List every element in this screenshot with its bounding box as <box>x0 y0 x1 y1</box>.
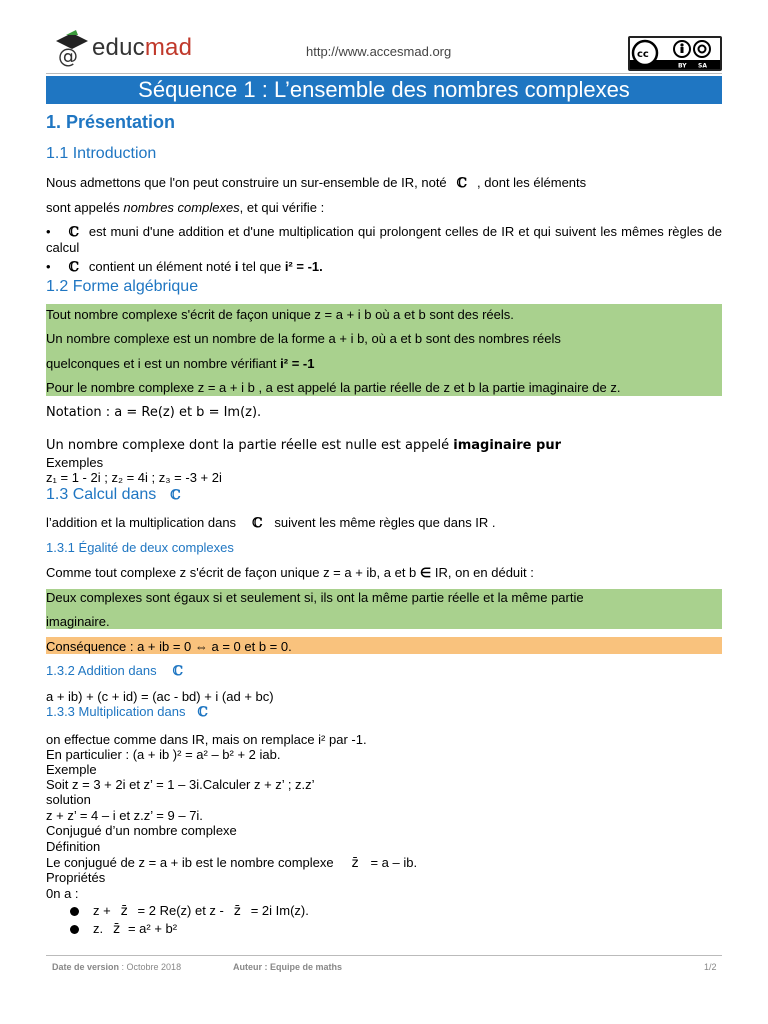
cc-license-icon <box>630 38 720 69</box>
site-url-link[interactable]: http://www.accesmad.org <box>306 44 452 59</box>
examples-line: z₁ = 1 - 2i ; z₂ = 4i ; z₃ = -3 + 2i <box>46 470 222 485</box>
educmad-logo-icon <box>52 27 92 67</box>
consequence-line: Conséquence : a + ib = 0 ⇔ a = 0 et b = 0. <box>46 639 292 654</box>
footer-page-number: 1/2 <box>704 962 717 972</box>
heading-multiplication: 1.3.3 Multiplication dans ℂ <box>46 704 208 720</box>
imaginary-pure-line: Un nombre complexe dont la partie réelle est nulle est appelé imaginaire pur <box>46 438 561 453</box>
svg-text:cc: cc <box>637 49 649 60</box>
on-a-label: 0n a : <box>46 886 79 901</box>
mult-line-6: z + z’ = 4 – i et z.z’ = 9 – 7i. <box>46 808 203 823</box>
addition-formula: a + ib) + (c + id) = (ac - bd) + i (ad + bc) <box>46 689 274 704</box>
mult-line-1: on effectue comme dans IR, mais on remplace i² par -1. <box>46 732 367 747</box>
property-2: z. z̄ = a² + b² <box>70 921 177 937</box>
section-heading-presentation: 1. Présentation <box>46 112 176 132</box>
definition-line-4: Pour le nombre complexe z = a + i b , a est appelé la partie réelle de z et b la partie imaginaire de z. <box>46 380 621 395</box>
conjugate-definition: Le conjugué de z = a + ib est le nombre complexe z̄ = a – ib. <box>46 855 418 871</box>
egalite-line-1: Deux complexes sont égaux si et seulement si, ils ont la même partie réelle et la même partie <box>46 590 584 605</box>
definition-label: Définition <box>46 839 101 854</box>
notation-line: Notation : a = Re(z) et b = Im(z). <box>46 405 262 420</box>
cc-by-sa-icon <box>628 36 722 71</box>
intro-bullet-1: • ℂ est muni d'une addition et d'une multiplication qui prolongent celles de IR et qui suivent les mêmes règles de calcul <box>46 224 722 255</box>
mult-line-4: Soit z = 3 + 2i et z’ = 1 – 3i.Calculer z + z’ ; z.z’ <box>46 777 315 792</box>
heading-egalite: 1.3.1 Égalité de deux complexes <box>46 540 234 555</box>
svg-text:@: @ <box>58 44 78 67</box>
heading-forme-algebrique: 1.2 Forme algébrique <box>46 278 199 295</box>
definition-line-2: Un nombre complexe est un nombre de la forme a + i b, où a et b sont des nombres réels <box>46 331 561 346</box>
footer-author: Auteur : Equipe de maths <box>233 962 343 972</box>
mult-line-5: solution <box>46 792 91 807</box>
calcul-paragraph: l’addition et la multiplication dans ℂ suivent les même règles que dans IR . <box>46 515 496 531</box>
definition-line-1: Tout nombre complexe s'écrit de façon unique z = a + i b où a et b sont des réels. <box>46 307 514 322</box>
heading-addition: 1.3.2 Addition dans ℂ <box>46 663 183 679</box>
mult-line-2: En particulier : (a + ib )² = a² – b² + 2 iab. <box>46 747 281 762</box>
definition-line-3: quelconques et i est un nombre vérifiant i² = -1 <box>46 356 315 371</box>
egalite-line-2: imaginaire. <box>46 614 110 629</box>
intro-bullet-2: • ℂ contient un élément noté i tel que i² = -1. <box>46 259 323 275</box>
header-rule <box>46 73 722 74</box>
intro-paragraph-1: Nous admettons que l'on peut construire un sur-ensemble de IR, noté ℂ , dont les éléments <box>46 175 587 191</box>
logo-text: educmad <box>92 34 193 61</box>
heading-calcul-dans: 1.3 Calcul dans ℂ <box>46 486 181 503</box>
mult-line-3: Exemple <box>46 762 97 777</box>
footer-date: Date de version : Octobre 2018 <box>52 962 182 972</box>
bullet-dot-icon <box>70 925 79 934</box>
svg-text:BY: BY <box>678 62 687 69</box>
conjugate-heading: Conjugué d’un nombre complexe <box>46 823 237 838</box>
examples-label: Exemples <box>46 455 104 470</box>
svg-text:SA: SA <box>698 62 707 69</box>
egalite-paragraph: Comme tout complexe z s'écrit de façon unique z = a + ib, a et b ∈ IR, on en déduit : <box>46 565 534 580</box>
footer-rule <box>46 955 722 956</box>
complex-set-symbol: ℂ <box>456 176 468 191</box>
bullet-dot-icon <box>70 907 79 916</box>
intro-paragraph-2: sont appelés nombres complexes, et qui vérifie : <box>46 200 325 215</box>
heading-introduction: 1.1 Introduction <box>46 145 157 162</box>
page-title: Séquence 1 : L’ensemble des nombres complexes <box>46 76 722 104</box>
proprietes-label: Propriétés <box>46 870 106 885</box>
property-1: z + z̄ = 2 Re(z) et z - z̄ = 2i Im(z). <box>70 903 309 919</box>
